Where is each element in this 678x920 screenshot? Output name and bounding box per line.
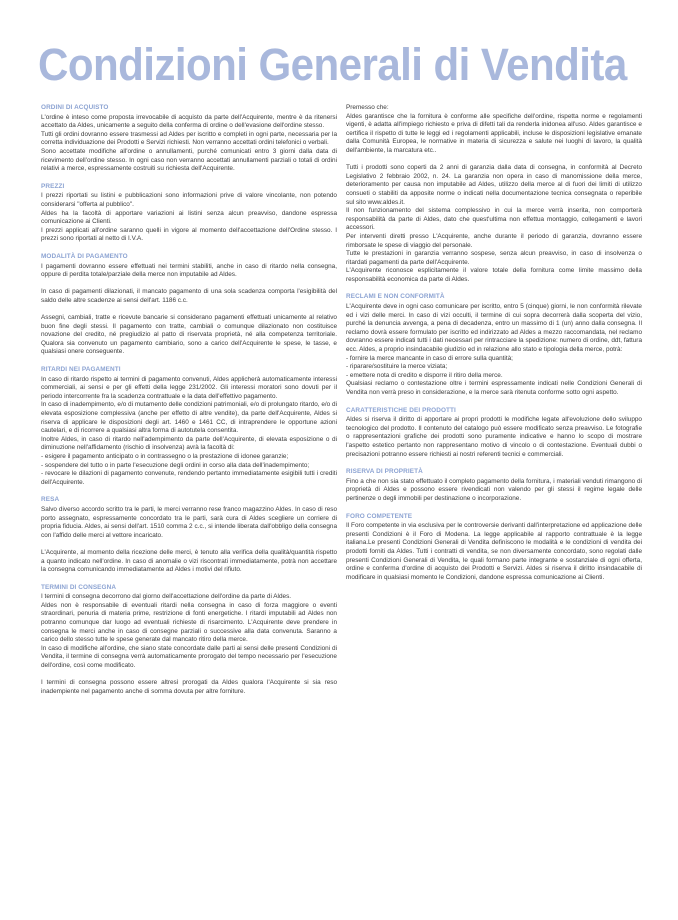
paragraph: Per interventi diretti presso L'Acquirente, anche durante il periodo di garanzia, dovranno essere rimborsate le spese di viaggio del personale. xyxy=(346,232,642,249)
section-heading: MODALITÀ DI PAGAMENTO xyxy=(41,252,128,260)
section-foro-competente xyxy=(346,513,642,583)
paragraph: Qualsiasi reclamo o contestazione oltre i termini espressamente indicati nelle Condizioni Generali di Vendita non verrà preso in considerazione, e la merce sarà ritenuta conforme sotto ogni aspetto. xyxy=(346,380,642,396)
list-item: - sospendere del tutto o in parte l'esecuzione degli ordini in corso alla data dell'inadempimento; xyxy=(41,461,310,469)
paragraph: Tutti gli ordini dovranno essere trasmessi ad Aldes per iscritto e completi in ogni parte, necessaria per la corretta individuazione dei Prodotti e Servizi richiesti. Non verranno accettati ordini telefonici o verbali. xyxy=(41,130,337,147)
paragraph: In caso di pagamenti dilazionati, il mancato pagamento di una sola scadenza comporta l'esigibilità del saldo delle altre scadenze ai sensi dell'art. 1186 c.c. xyxy=(41,288,337,304)
section-modalita-di-pagamento xyxy=(41,253,337,357)
left-column xyxy=(41,104,337,705)
section-reclami-e-non-conformita xyxy=(346,293,642,397)
list-item: - riparare/sostituire la merce viziata; xyxy=(346,363,448,371)
paragraph: Aldes si riserva il diritto di apportare ai propri prodotti le modifiche legate all'evoluzione dello sviluppo tecnologico del prodotto. Il contenuto del catalogo può essere modificato senza preavviso. Le fotografie o rappresentazioni grafiche dei prodotti sono puramente indicative e hanno lo scopo di mostrare l'aspetto estetico pertanto non rappresentano motivo di vincolo o di contestazione. Eventuali dubbi o precisazioni potranno essere richiesti ai nostri referenti tecnici e commerciali. xyxy=(346,416,642,458)
paragraph: Sono accettate modifiche all'ordine o annullamenti, purché comunicati entro 3 giorni dalla data di ricevimento dell'ordine stesso. In ogni caso non verranno accettati annullamenti parziali o totali di ordini relativi a merce, espressamente costruiti su richiesta dell'Acquirente. xyxy=(41,147,337,173)
paragraph: Tutti i prodotti sono coperti da 2 anni di garanzia dalla data di consegna, in conformità al Decreto Legislativo 2 febbraio 2002, n. 24. La garanzia non opera in caso di manomissione della merce, deterioramento per causa non imputabile ad Aldes, utilizzo della merce al di fuori dei limiti di utilizzo consueti o stabiliti da apposite norme o indicati nella documentazione tecnica consegnata o reperibile sul sito www.aldes.it. xyxy=(346,164,642,206)
paragraph: I termini di consegna decorrono dal giorno dell'accettazione dell'ordine da parte di Aldes. xyxy=(41,593,292,601)
section-riserva-di-proprieta xyxy=(346,468,642,503)
section-heading: TERMINI DI CONSEGNA xyxy=(41,583,117,591)
paragraph: Salvo diverso accordo scritto tra le parti, le merci verranno rese franco magazzino Aldes. In caso di reso porto assegnato, espressamente concordato tra le parti, sarà cura di Aldes scegliere un corriere di propria fiducia. Aldes, ai sensi dell'art. 1510 comma 2 c.c., si intende liberata dall'obbligo della consegna con l'affido delle merci al vettore incaricato. xyxy=(41,505,337,539)
paragraph: Il non funzionamento del sistema complessivo in cui la merce verrà inserita, non comporterà responsabilità da parte di Aldes, dato che quest'ultima non effettua montaggio, collegamenti e lavori accessori. xyxy=(346,207,642,232)
section-heading: RISERVA DI PROPRIETÀ xyxy=(346,468,423,476)
paragraph: Aldes ha la facoltà di apportare variazioni ai listini senza alcun preavviso, dandone espressa comunicazione ai Clienti. xyxy=(41,209,337,226)
paragraph: L'Acquirente deve in ogni caso comunicare per iscritto, entro 5 (cinque) giorni, le non conformità rilevate ed i vizi delle merci. In caso di vizi occulti, il termine di cui sopra decorrerà dalla scoperta del vizio, purché la denuncia avvenga, a pena di decadenza, entro un massimo di 1 (un) anno dalla consegna. Il reclamo dovrà essere formulato per iscritto ed indirizzato ad Aldes a mezzo raccomandata, nel reclamo dovranno essere indicati tutti i dati necessari per rintracciare la spedizione: numero di ordine, ddt, fattura ecc. Aldes, a proprio insindacabile giudizio ed in relazione allo stato e tipologia della merce, potrà: xyxy=(346,303,642,354)
list-item: - emettere nota di credito e disporre il ritiro della merce. xyxy=(346,371,503,379)
paragraph: L'ordine è inteso come proposta irrevocabile di acquisto da parte dell'Acquirente, mentre è da ritenersi accettato da Aldes, unicamente a seguito della conferma di ordine o dell'evasione dell'ordine stesso. xyxy=(41,113,337,130)
section-heading: RECLAMI E NON CONFORMITÀ xyxy=(346,293,445,301)
paragraph: Inoltre Aldes, in caso di ritardo nell'adempimento da parte dell'Acquirente, di elevata esposizione o di diminuzione nell'affidamento (rischio di insolvenza) avrà la facoltà di: xyxy=(41,435,337,452)
list-item: - esigere il pagamento anticipato o in contrassegno o la prestazione di idonee garanzie; xyxy=(41,452,289,460)
section-heading: CARATTERISTICHE DEI PRODOTTI xyxy=(346,406,456,414)
paragraph: I prezzi riportati su listini e pubblicazioni sono informazioni prive di valore vincolante, non potendo considerarsi "offerta al pubblico". xyxy=(41,192,337,208)
paragraph: Aldes non è responsabile di eventuali ritardi nella consegna in caso di forza maggiore o eventi straordinari, penuria di materia prime, restrizione di fonti energetiche. I ritardi imputabili ad Aldes non potranno comunque dar luogo ad eventuali richieste di risarcimento. L'Acquirente deve prendere in consegna le merci anche in caso di consegne parziali o successive alla data convenuta. Saranno a carico dello stesso tutte le spese generate dal mancato ritiro della merce. xyxy=(41,601,337,644)
paragraph: In caso di ritardo rispetto ai termini di pagamento convenuti, Aldes applicherà automaticamente interessi commerciali, ai sensi e per gli effetti della legge 231/2002. Gli interessi moratori sono dovuti per il periodo intercorrente fra la scadenza contrattuale e la data dell'effettivo pagamento. xyxy=(41,375,337,400)
section-resa xyxy=(41,496,337,574)
section-premesso xyxy=(346,104,642,284)
paragraph: In caso di modifiche all'ordine, che siano state concordate dalle parti ai sensi delle presenti Condizioni di Vendita, il termine di consegna verrà automaticamente prorogato del tempo necessario per l'esecuzione dell'ordine, così come modificato. xyxy=(41,644,337,670)
paragraph: Premesso che: xyxy=(346,104,389,111)
section-heading: PREZZI xyxy=(41,182,65,190)
paragraph: I pagamenti dovranno essere effettuati nei termini stabiliti, anche in caso di ritardo nella consegna, oppure di perdita totale/parziale della merce non imputabile ad Aldes. xyxy=(41,262,337,279)
paragraph: In caso di inadempimento, e/o di mutamento delle condizioni patrimoniali, e/o di prolungato ritardo, e/o di elevata esposizione complessiva (anche per effetto di altre vendite), da parte dell'Acquirente, Aldes si riserva di applicare le disposizioni degli art. 1460 e 1461 CC, di intraprendere le opportune azioni cautelari, e di ricorrere a qualsiasi altra forma di autotutela consentita. xyxy=(41,401,337,435)
section-ordini-di-acquisto xyxy=(41,104,337,174)
paragraph: Aldes garantisce che la fornitura è conforme alle specifiche dell'ordine, rispetta norme e regolamenti vigenti, è adatta all'impiego richiesto e priva di difetti tali da renderla inidonea all'uso. Aldes garantisce e certifica il rispetto di tutte le leggi ed i regolamenti applicabili, incluse le disposizioni legislative emanate dalla Comunità Europea, le normative in materia di sicurezza e salute nei luoghi di lavoro, la qualità dell'ambiente, la marcatura etc.. xyxy=(346,112,642,154)
section-heading: RESA xyxy=(41,496,60,504)
list-item: - revocare le dilazioni di pagamento convenute, rendendo pertanto immediatamente esigibili tutti i crediti dell'Acquirente. xyxy=(41,470,337,486)
right-column xyxy=(346,104,642,591)
section-caratteristiche-dei-prodotti xyxy=(346,407,642,460)
page-title: Condizioni Generali di Vendita xyxy=(38,39,627,90)
section-heading: RITARDI NEI PAGAMENTI xyxy=(41,366,121,374)
section-heading: ORDINI DI ACQUISTO xyxy=(41,104,109,111)
paragraph: L'Acquirente, al momento della ricezione delle merci, è tenuto alla verifica della qualità/quantità rispetto a quanto indicato nell'ordine. In caso di anomalie o vizi riscontrati immediatamente, potrà non accettare la consegna comunicando immediatamente ad Aldes i motivi del rifiuto. xyxy=(41,548,337,574)
section-heading: FORO COMPETENTE xyxy=(346,512,413,520)
paragraph: I termini di consegna possono essere altresì prorogati da Aldes qualora l'Acquirente si sia reso inadempiente nel pagamento anche di somma dovuta per altre forniture. xyxy=(41,679,337,695)
paragraph: Il Foro competente in via esclusiva per le controversie derivanti dall'interpretazione ed applicazione delle presenti Condizioni è il Foro di Modena. La legge applicabile al rapporto contrattuale è la legge italiana.Le presenti Condizioni Generali di Vendita definiscono le modalità e le condizioni di vendita dei prodotti forniti da Aldes. Tutti i contratti di vendita, se non diversamente concordato, sono regolati dalle presenti Condizioni Generali di Vendita, le quali formano parte integrante e sostanziale di ogni offerta, ordine e conferma d'ordine di acquisto dei Prodotti e Servizi. Aldes si riserva il diritto insindacabile di modificare in qualsiasi momento le Condizioni, dandone espressa comunicazione ai Clienti. xyxy=(346,522,642,581)
section-ritardi-nei-pagamenti xyxy=(41,366,337,487)
paragraph: L'Acquirente riconosce esplicitamente il valore totale della fornitura come limite massimo della responsabilità economica da parte di Aldes. xyxy=(346,267,642,283)
section-termini-di-consegna xyxy=(41,584,337,697)
list-item: - fornire la merce mancante in caso di errore sulla quantità; xyxy=(346,354,513,362)
section-prezzi xyxy=(41,183,337,244)
paragraph: Tutte le prestazioni in garanzia verranno sospese, senza alcun preavviso, in caso di insolvenza o ritardati pagamenti da parte dell'Acquirente. xyxy=(346,250,642,266)
paragraph: Fino a che non sia stato effettuato il completo pagamento della fornitura, i materiali venduti rimangono di proprietà di Aldes e possono essere rivendicati non valendo per gli stessi il regime legale delle pertinenze o degli immobili per destinazione o incorporazione. xyxy=(346,477,642,502)
paragraph: Assegni, cambiali, tratte e ricevute bancarie si considerano pagamenti effettuati unicamente al relativo buon fine degli stessi. Il pagamento con tratte, cambiali o comunque dilazionato non costituisce novazione del credito, né pregiudizio al patto di riservata proprietà, né alla competenza territoriale. Qualora sia convenuto un pagamento cambiario, sono a carico dell'Acquirente le spese, le tasse, e qualsiasi onere conseguente. xyxy=(41,314,337,356)
paragraph: I prezzi applicati all'ordine saranno quelli in vigore al momento dell'accettazione dell'Ordine stesso. I prezzi sono riportati al netto di I.V.A. xyxy=(41,226,337,243)
